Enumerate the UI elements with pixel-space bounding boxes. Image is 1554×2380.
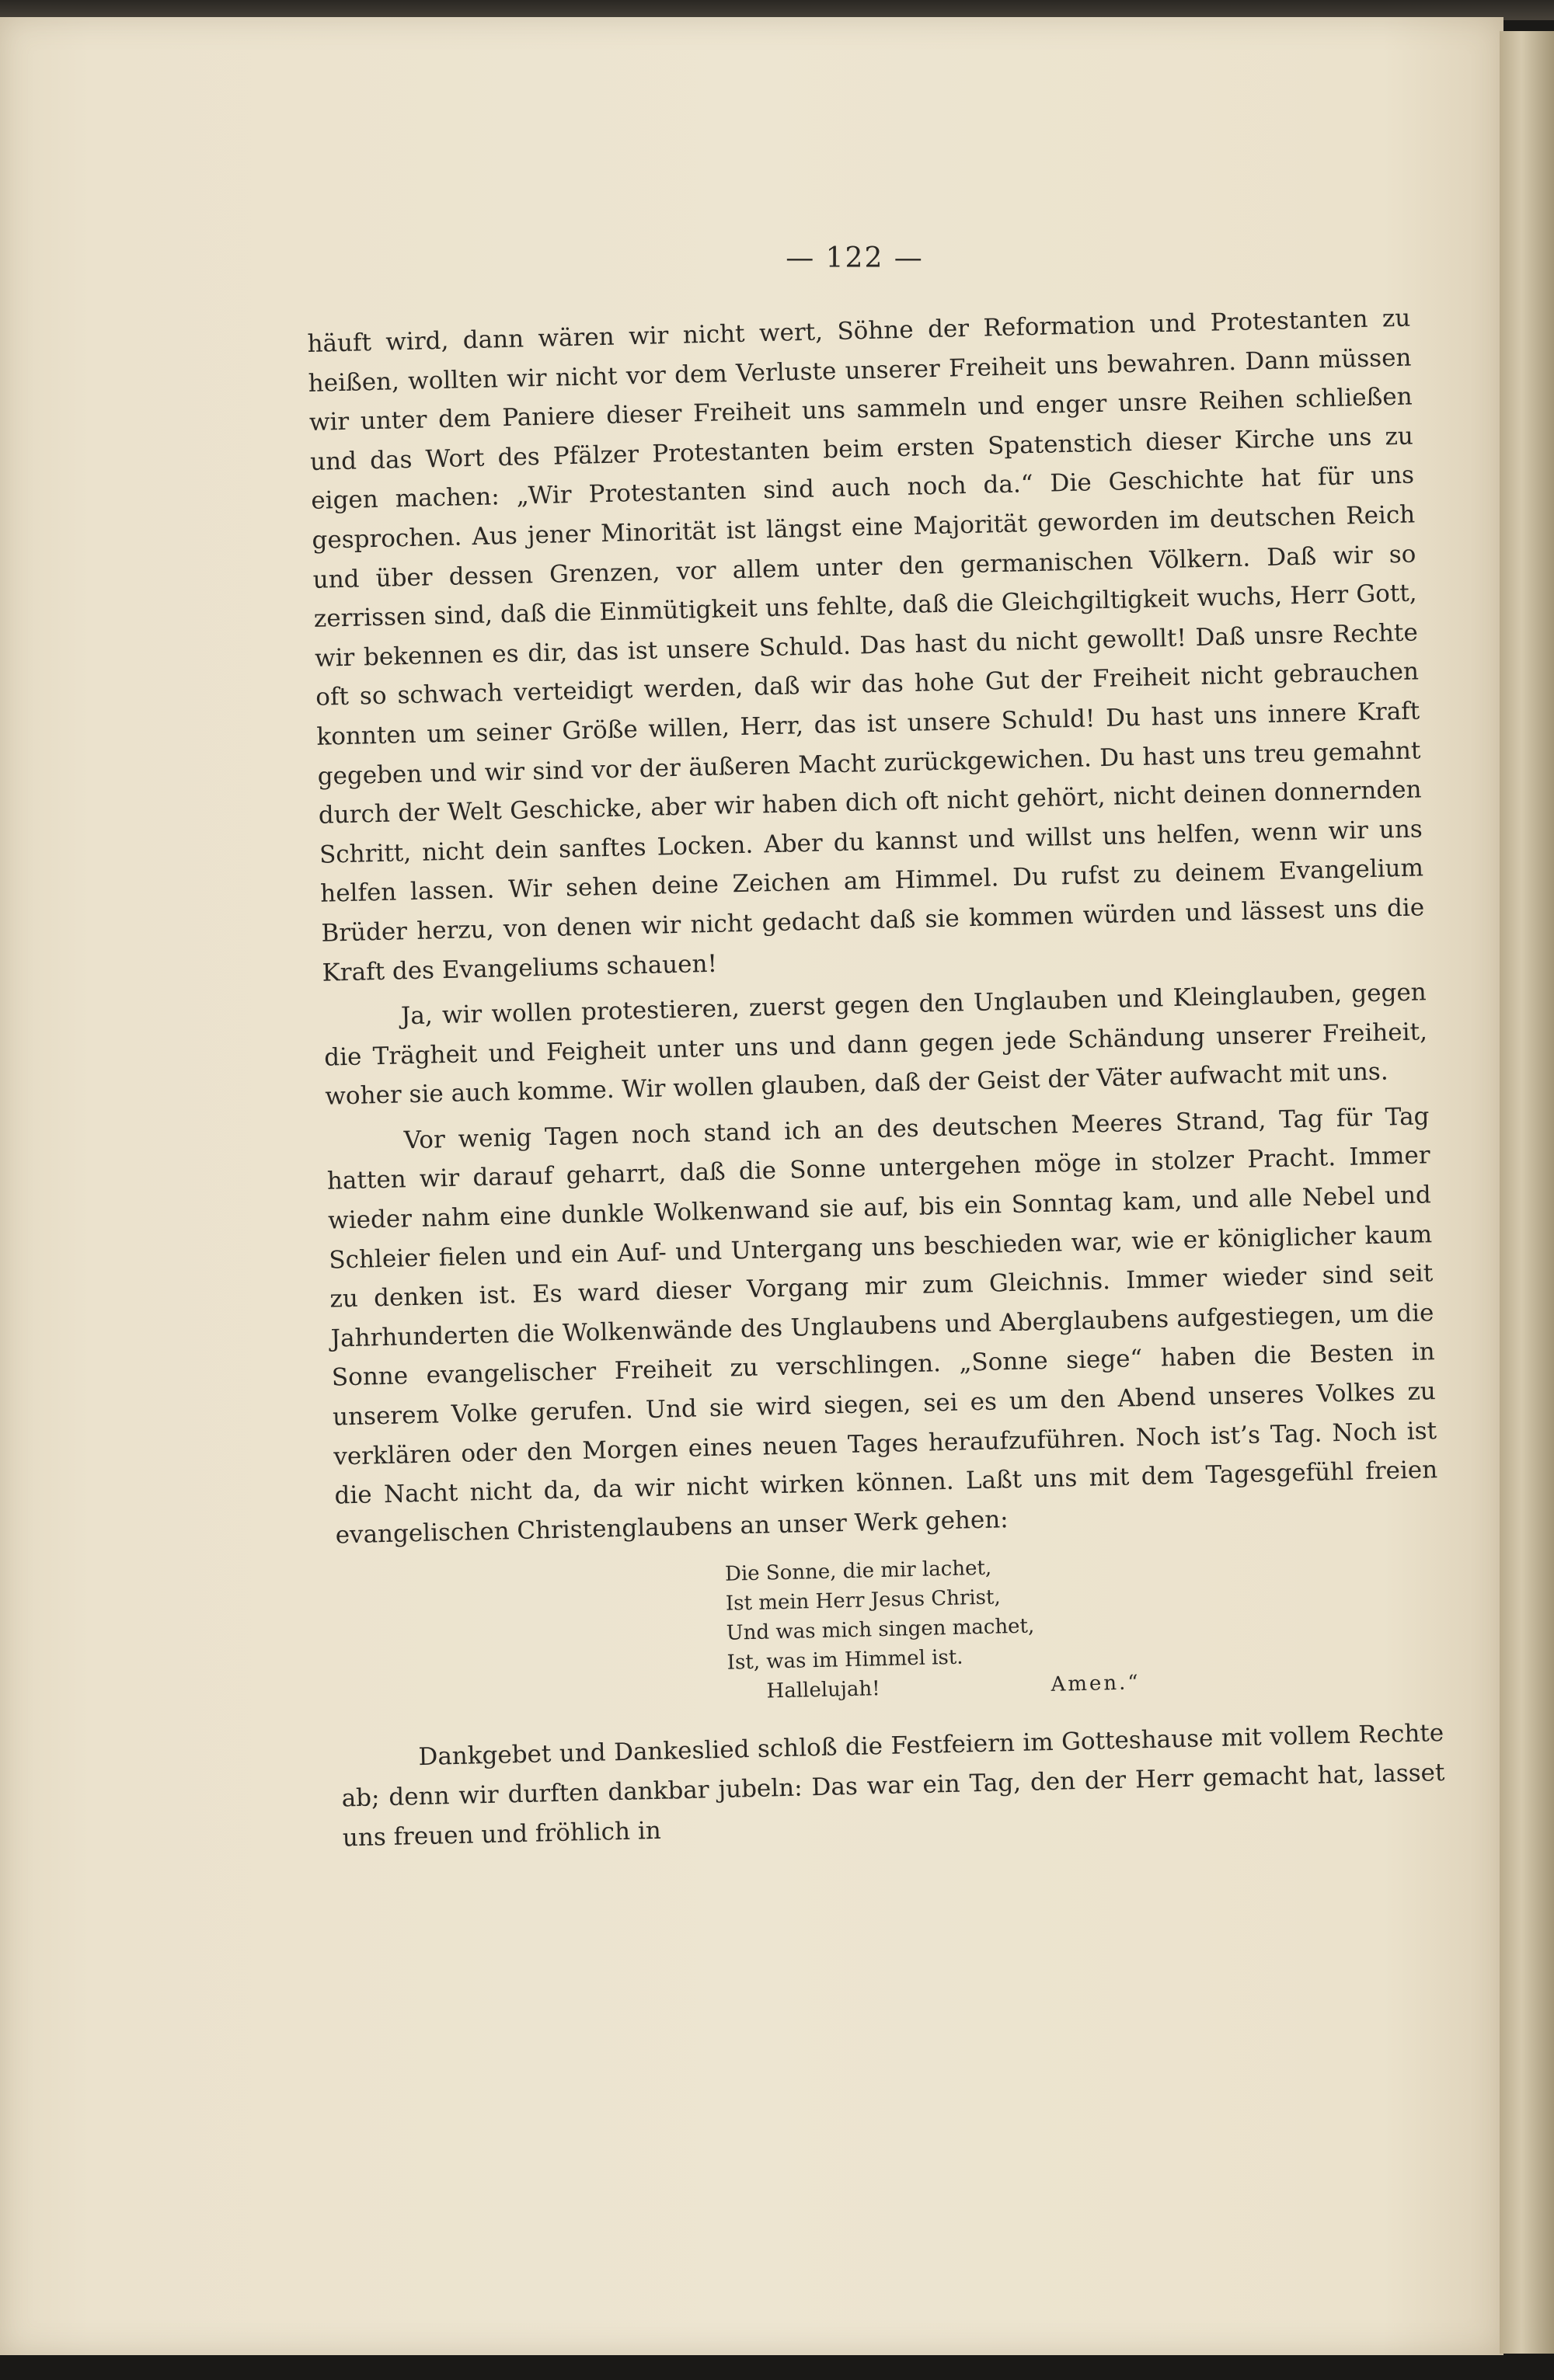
- paragraph-final: Dankgebet und Dankeslied schloß die Festfeiern im Gotteshause mit vollem Rechte ab; denn wir durften dankbar jubeln: Das war ein Tag, den der Herr gemacht hat, lasset uns freuen und fröhlich in: [341, 1719, 1445, 1853]
- paragraph-3: Vor wenig Tagen noch stand ich an des deutschen Meeres Strand, Tag für Tag hatten wir darauf geharrt, daß die Sonne untergehen möge in stolzer Pracht. Immer wieder nahm eine dunkle Wolkenwand sie auf, bis ein Sonntag kam, und alle Nebel und Schleier fielen und ein Auf- und Untergang uns beschieden war, wie er königlicher kaum zu denken ist. Es ward dieser Vorgang mir zum Gleichnis. Immer wieder sind seit Jahrhunderten die Wolkenwände des Unglaubens und Aberglaubens aufgestiegen, um die Sonne evangelischer Freiheit zu verschlingen. „Sonne siege“ haben die Besten in unserem Volke gerufen. Und sie wird siegen, sei es um den Abend unseres Volkes zu verklären oder den Morgen eines neuen Tages heraufzuführen. Noch ist’s Tag. Noch ist die Nacht nicht da, da wir nicht wirken können. Laßt uns mit dem Tagesgefühl freien evangelischen Christenglaubens an unser Werk gehen:: [326, 1102, 1438, 1550]
- verse-line-2: Ist mein Herr Jesus Christ,: [725, 1585, 1002, 1616]
- paragraph-1: häuft wird, dann wären wir nicht wert, Söhne der Reformation und Protestanten zu heißen, wollten wir nicht vor dem Verluste unserer Freiheit uns bewahren. Dann müssen wir unter dem Paniere dieser Freiheit uns sammeln und enger unsre Reihen schließen und das Wort des Pfälzer Protestanten beim ersten Spatenstich dieser Kirche uns zu eigen machen: „Wir Protestanten sind auch noch da.“ Die Geschichte hat für uns gesprochen. Aus jener Minorität ist längst eine Majorität geworden im deutschen Reich und über dessen Grenzen, vor allem unter den germanischen Völkern. Daß wir so zerrissen sind, daß die Einmütigkeit uns fehlte, daß die Gleichgiltigkeit wuchs, Herr Gott, wir bekennen es dir, das ist unsere Schuld. Das hast du nicht gewollt! Daß unsre Rechte oft so schwach verteidigt werden, daß wir das hohe Gut der Freiheit nicht gebrauchen konnten um seiner Größe willen, Herr, das ist unsere Schuld! Du hast uns innere Kraft gegeben und wir sind vor der äußeren Macht zurückgewichen. Du hast uns treu gemahnt durch der Welt Geschicke, aber wir haben dich oft nicht gehört, nicht deinen donnernden Schritt, nicht dein sanftes Locken. Aber du kannst und willst uns helfen, wenn wir uns helfen lassen. Wir sehen deine Zeichen am Himmel. Du rufst zu deinem Evangelium Brüder herzu, von denen wir nicht gedacht daß sie kommen würden und lässest uns die Kraft des Evangeliums schauen!: [307, 304, 1425, 987]
- hymn-verse: [725, 1543, 1443, 1708]
- hallelujah: Hallelujah!: [766, 1677, 880, 1703]
- amen: Amen.“: [1051, 1671, 1141, 1697]
- body-text: [307, 299, 1446, 1858]
- verse-line-4: Ist, was im Himmel ist.: [726, 1645, 963, 1675]
- paragraph-2: Ja, wir wollen protestieren, zuerst gegen den Unglauben und Kleinglauben, gegen die Trägheit und Feigheit unter uns und dann gegen jede Schändung unserer Freiheit, woher sie auch komme. Wir wollen glauben, daß der Geist der Väter aufwacht mit uns.: [323, 978, 1428, 1112]
- binding-edge: [1500, 31, 1554, 2354]
- verse-line-1: Die Sonne, die mir lachet,: [724, 1557, 992, 1587]
- verse-line-3: Und was mich singen machet,: [726, 1614, 1035, 1646]
- page-number: — 122 —: [786, 242, 924, 274]
